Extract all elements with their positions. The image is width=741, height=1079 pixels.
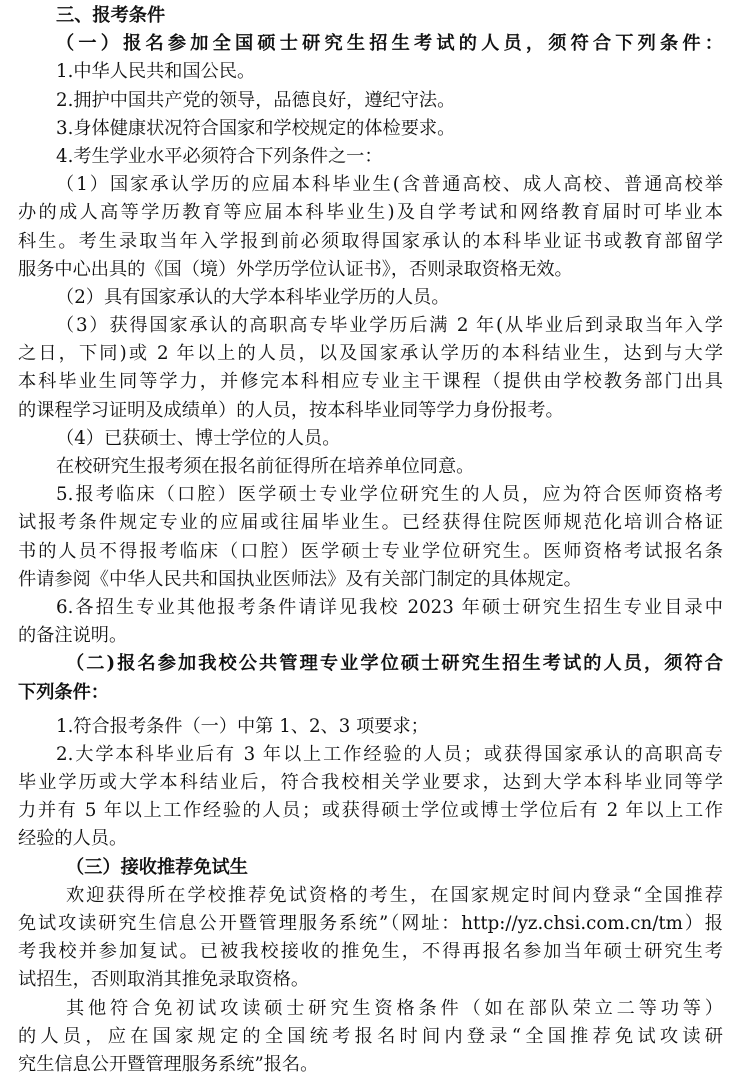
paragraph-line: 的课程学习证明及成绩单）的人员，按本科毕业同等学力身份报考。	[18, 399, 564, 421]
paragraph-line: 5.报考临床（口腔）医学硕士专业学位研究生的人员，应为符合医师资格考	[56, 484, 723, 506]
heading-line: 下列条件：	[18, 681, 109, 703]
paragraph-line: 件请参阅《中华人民共和国执业医师法》及有关部门制定的具体规定。	[18, 568, 582, 590]
item-6-paragraph	[18, 594, 723, 650]
condition-1-paragraph	[18, 171, 723, 284]
paragraph-line: 究生信息公开暨管理服务系统”报名。	[18, 1053, 319, 1075]
paragraph-line: （1）国家承认学历的应届本科毕业生(含普通高校、成人高校、普通高校举	[56, 174, 723, 196]
paragraph-line: 书的人员不得报考临床（口腔）医学硕士专业学位研究生。医师资格考试报名条	[18, 540, 723, 562]
subsection-3-paragraph-1	[18, 882, 723, 995]
paragraph-line: 免试攻读研究生信息公开暨管理服务系统”（网址：http://yz.chsi.com.cn/tm）报	[18, 913, 723, 934]
subsection-2-item-1: 1.符合报考条件（一）中第 1、2、3 项要求；	[56, 715, 429, 737]
paragraph-line: 的人员，应在国家规定的全国统考报名时间内登录“全国推荐免试攻读研	[18, 1025, 723, 1047]
paragraph-line: 2.大学本科毕业后有 3 年以上工作经验的人员；或获得国家承认的高职高专	[56, 743, 723, 765]
condition-note: 在校研究生报考须在报名前征得所在培养单位同意。	[56, 456, 475, 477]
paragraph-line: 力并有 5 年以上工作经验的人员；或获得硕士学位或博士学位后有 2 年以上工作	[18, 800, 723, 822]
paragraph-line: 考我校并参加复试。已被我校接收的推免生，不得再报名参加当年硕士研究生考	[18, 941, 723, 963]
list-item: 4.考生学业水平必须符合下列条件之一：	[56, 145, 383, 167]
condition-3-paragraph	[18, 312, 723, 425]
paragraph-line: 试招生，否则取消其推免录取资格。	[18, 969, 310, 991]
subsection-1-heading: （一）报名参加全国硕士研究生招生考试的人员，须符合下列条件：	[56, 33, 723, 55]
condition-2: （2）具有国家承认的大学本科毕业学历的人员。	[56, 286, 450, 308]
paragraph-line: 科生。考生录取当年入学报到前必须取得国家承认的本科毕业证书或教育部留学	[18, 230, 723, 252]
subsection-3-paragraph-2	[18, 995, 723, 1079]
paragraph-line: 本科毕业生同等学力，并修完本科相应专业主干课程（提供由学校教务部门出具	[18, 371, 723, 393]
subsection-1-items	[18, 58, 723, 171]
list-item: 2.拥护中国共产党的领导，品德良好，遵纪守法。	[56, 89, 456, 111]
paragraph-line: 欢迎获得所在学校推荐免试资格的考生，在国家规定时间内登录“全国推荐	[66, 884, 723, 906]
list-item: 3.身体健康状况符合国家和学校规定的体检要求。	[56, 117, 456, 139]
list-item: 1.中华人民共和国公民。	[56, 61, 256, 83]
paragraph-line: 之日，下同)或 2 年以上的人员，以及国家承认学历的本科结业生，达到与大学	[18, 343, 723, 365]
paragraph-line: （3）获得国家承认的高职高专毕业学历后满 2 年(从毕业后到录取当年入学	[56, 315, 723, 337]
paragraph-line: 毕业学历或大学本科结业后，符合我校相关学业要求，达到大学本科毕业同等学	[18, 772, 723, 794]
paragraph-line: 办的成人高等学历教育等应届本科毕业生)及自学考试和网络教育届时可毕业本	[18, 202, 723, 224]
paragraph-line: 6.各招生专业其他报考条件请详见我校 2023 年硕士研究生招生专业目录中	[56, 596, 723, 618]
subsection-2-item-2	[18, 741, 723, 854]
heading-line: （二)报名参加我校公共管理专业学位硕士研究生招生考试的人员，须符合	[66, 653, 723, 675]
item-5-paragraph	[18, 481, 723, 594]
condition-4: （4）已获硕士、博士学位的人员。	[56, 427, 341, 449]
paragraph-line: 的备注说明。	[18, 625, 128, 647]
paragraph-line: 服务中心出具的《国（境）外学历学位认证书》，否则录取资格无效。	[18, 258, 573, 280]
section-heading: 三、报考条件	[56, 5, 166, 26]
paragraph-line: 试报考条件规定专业的应届或往届毕业生。已经获得住院医师规范化培训合格证	[18, 512, 723, 534]
paragraph-line: 其他符合免初试攻读硕士研究生资格条件（如在部队荣立二等功等）	[66, 997, 723, 1019]
paragraph-line: 经验的人员。	[18, 828, 128, 850]
subsection-3-heading: （三）接收推荐免试生	[66, 856, 248, 878]
subsection-2-heading	[18, 650, 723, 706]
